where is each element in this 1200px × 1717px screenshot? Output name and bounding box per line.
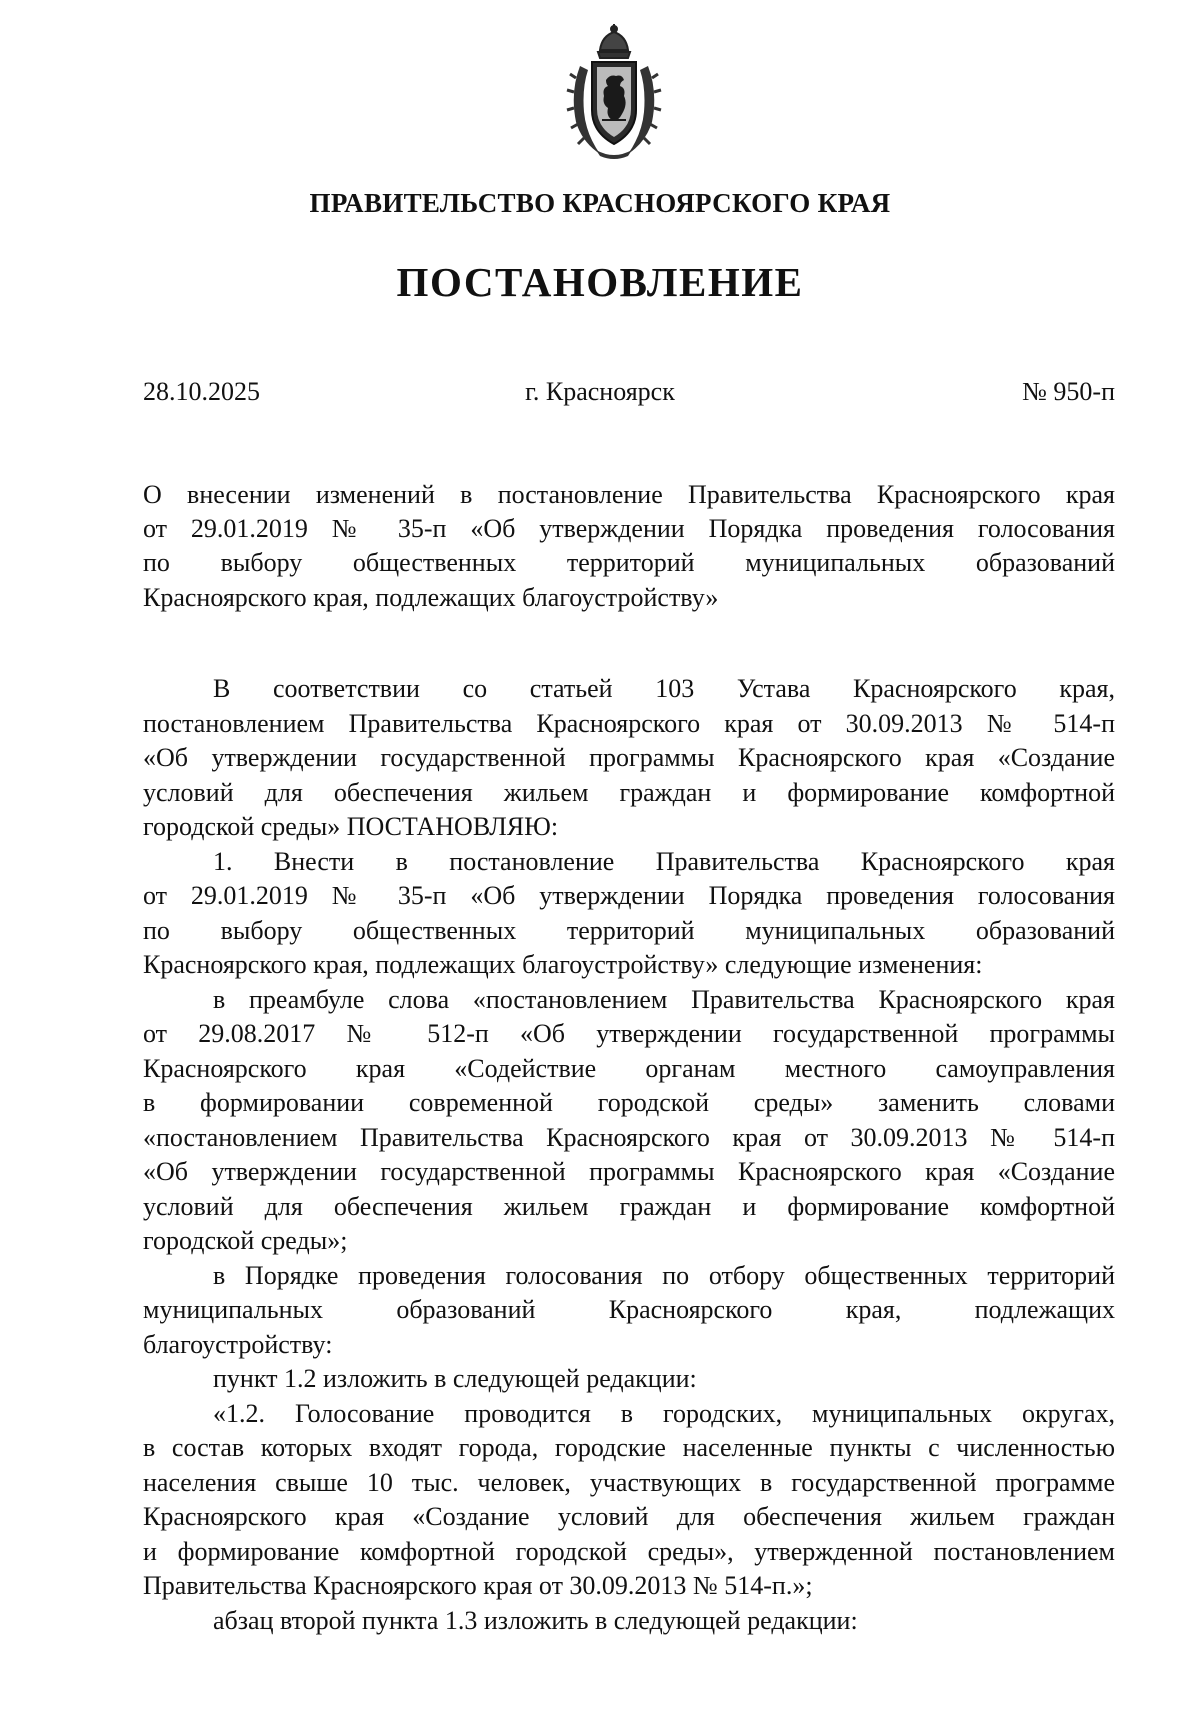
ribbon-icon [596, 150, 632, 159]
document-subject [143, 478, 1115, 615]
body-line: Красноярского края «Содействие органам местного самоуправления [143, 1053, 1115, 1083]
crown-icon [598, 24, 630, 58]
document-date: 28.10.2025 [143, 377, 260, 406]
body-line: условий для обеспечения жильем граждан и формирование комфортной [143, 777, 1115, 807]
body-line: городской среды»; [143, 1226, 348, 1255]
body-line: постановлением Правительства Красноярского края от 30.09.2013 № 514-п [143, 708, 1115, 738]
body-line: Красноярского края, подлежащих благоустройству» следующие изменения: [143, 950, 983, 979]
document-type-title: ПОСТАНОВЛЕНИЕ [396, 259, 804, 305]
body-line: В соответствии со статьей 103 Устава Красноярского края, [213, 674, 1115, 703]
coat-of-arms-emblem [566, 22, 662, 160]
document-body [143, 672, 1115, 1638]
body-line: пункт 1.2 изложить в следующей редакции: [213, 1364, 697, 1393]
body-line: абзац второй пункта 1.3 изложить в следующей редакции: [213, 1605, 858, 1635]
body-line: в Порядке проведения голосования по отбору общественных территорий [213, 1260, 1115, 1290]
body-line: Правительства Красноярского края от 30.09.2013 № 514-п.»; [143, 1571, 813, 1600]
body-line: в преамбуле слова «постановлением Правительства Красноярского края [213, 984, 1115, 1014]
body-line: муниципальных образований Красноярского края, подлежащих [143, 1295, 1115, 1324]
body-line: Красноярского края «Создание условий для обеспечения жильем граждан [143, 1502, 1115, 1531]
body-line: в формировании современной городской среды» заменить словами [143, 1088, 1115, 1117]
organization-title: ПРАВИТЕЛЬСТВО КРАСНОЯРСКОГО КРАЯ [309, 188, 891, 218]
body-line: в состав которых входят города, городские населенные пункты с численностью [143, 1433, 1115, 1462]
subject-line: О внесении изменений в постановление Правительства Красноярского края [143, 480, 1115, 509]
body-line: от 29.08.2017 № 512-п «Об утверждении государственной программы [143, 1019, 1115, 1048]
body-line: «Об утверждении государственной программы Красноярского края «Создание [143, 743, 1115, 772]
body-line: благоустройству: [143, 1329, 333, 1359]
body-line: 1. Внести в постановление Правительства Красноярского края [213, 846, 1115, 876]
subject-line: Красноярского края, подлежащих благоустройству» [143, 582, 719, 612]
subject-line: по выбору общественных территорий муниципальных образований [143, 548, 1115, 578]
shield-icon [592, 62, 636, 144]
subject-line: от 29.01.2019 № 35-п «Об утверждении Порядка проведения голосования [143, 514, 1115, 544]
document-number: № 950-п [1022, 377, 1115, 406]
document-city: г. Красноярск [525, 377, 675, 406]
body-line: по выбору общественных территорий муниципальных образований [143, 915, 1115, 945]
body-line: и формирование комфортной городской среды», утвержденной постановлением [143, 1536, 1115, 1566]
body-line: «1.2. Голосование проводится в городских, муниципальных округах, [213, 1398, 1115, 1428]
body-line: «Об утверждении государственной программы Красноярского края «Создание [143, 1157, 1115, 1186]
body-line: от 29.01.2019 № 35-п «Об утверждении Порядка проведения голосования [143, 881, 1115, 910]
body-line: населения свыше 10 тыс. человек, участвующих в государственной программе [143, 1467, 1115, 1497]
body-line: «постановлением Правительства Красноярского края от 30.09.2013 № 514-п [143, 1122, 1115, 1152]
body-line: городской среды» ПОСТАНОВЛЯЮ: [143, 812, 559, 841]
body-line: условий для обеспечения жильем граждан и формирование комфортной [143, 1191, 1115, 1221]
